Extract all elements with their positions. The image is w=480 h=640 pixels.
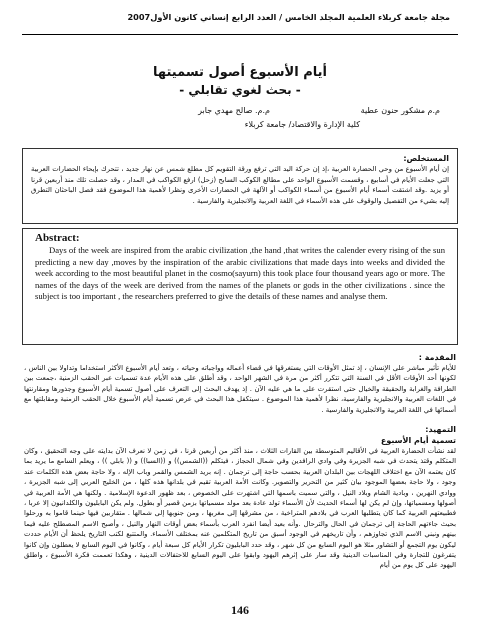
- author-2: م.م مشكور حنون عطية: [360, 106, 440, 115]
- introduction-text: للأيام تأثير مباشر على الإنسان ، إذ تمثل الأوقات التي يستغرقها في قضاء أعماله وواجباته وحياته ، وتعد أيام الأسبوع الأكثر استخداما وتداولا بين الناس ، لكونها أحد الأوقات الأقل في السنة التي تتكرر أكثر من مرة في الشهر الواحد ، وقد أطلق على هذه الأيام عدة تسميات عبر الحقب الزمنية ،جمعت بين الطرافة والغرابة والحقيقة والخيال حتى استقرت على ما هي عليه الآن . إذ يهدف البحث إلى التعرف على أصول تسمية أيام الأسبوع وجذورها ومقارنتها في اللغات العربية والانجليزية والفارسية، نظرا لأهمية هذا الموضوع . سيتكفل هذا البحث في عرض تسمية أيام الأسبوع خلال الحقب الزمنية ومقابلتها مع أسمائها في اللغة العربية والانجليزية والفارسية .: [24, 364, 456, 414]
- prelude-text: لقد نشأت الحضارة العربية في الأقاليم المتوسطة بين القارات الثلاث ، منذ أكثر من أربعين قرنا ، في زمن لا نعرف الآن بدايته على وجه التحقيق ، وكان المتكلم وقتذ يتحدث في شبه الجزيرة وفي وادي الرافدين وفي شمال الحجاز ، فيتكلم ((الشمس)) و ((السبا)) و (( بابلي )) ، ويعلم السامع ما يريد بما كان يعتمه الآن مع اختلاف اللهجات بين البلدان العربية بحسب حاجة إلى ترجمان . إنه بريد الشمس والقمر وباب الإله ، ولا حاجة بعض هذه الكلمات عند وجود ، ولا حاجة بعضها الموجود بيان كثير من التحرير والتصوير. وكانت الأمة العربية تقيم في بلدانها هذه كلها ، من الخليج العربي إلى شبه الجزيرة ، ووادي النهرين ، وبادية الشام وبلاد النيل ، والتي سميت باسمها التي اشتهرت على الخصوص ، بعد ظهور الدعوة الإسلامية . ولكنها هي الأمة العربية في أصولها ومسمياتها، وإن لم يكن لها أسماء الحديث لأن الأسماء تولد عادة بعد مولد مسمياتها بزمن قصير أو بطول. ولم يكن البابليون والكلدانيون إلا عربا ، فطبيعتهم العربية كما كان يتطلبها العرب في بلادهم المتراخية ، من مشرقها إلى مغربها ، ومن جنوبها إلى شمالها . متقاربين فيها حينما قاموا به ورحلوا بحيث جاءتهم الحاجة إلى ترجمان في الحال والترحال .وأنه بعيد أيضا انفرد العرب بأسماء بعض أوقات النهار والنيل ، وأصبح الاسم المصطلح عليه فيما بينهم ونبني الاسم الذي تجاوزهم ، وأن تاريخهم في الوجود أسبق من تاريخ المتكلمين عنه بمختلف الأسماء. والمتتبع لكتب التاريخ يلحظ أن الأيام حددت ليكون يوم التجمع أو التشاور مثلا هو اليوم السابع من كل شهر ، وقد حدد البابليون تكرار الأيام كل سبعة أيام ، وكانوا في اليوم السابع لا يعطلون وإن كانوا يتفرغون للتجارة وفي المناسبات الدينية وقد سار على إثرهم اليهود وابقوا على اليوم السابع للاحتفالات الدينية ، وهكذا تعممت فكرة الأسبوع ، واطلق اليهود على كل يوم من أيام: [24, 447, 456, 570]
- introduction-heading: المقدمة :: [418, 353, 456, 362]
- page-number: 146: [231, 603, 249, 617]
- running-header: مجلة جامعة كربلاء العلمية المجلد الخامس / العدد الرابع إنساني كانون الأول2007: [127, 12, 450, 22]
- arabic-abstract-text: إن أيام الأسبوع من وحي الحضارة العربية ،إذ إن حركة اليد التي ترفع ورقة التقويم كل مطلع شمس عن نهار جديد ، تتحرك بإيحاء الحضارات العربية التي جعلت الأيام في أسابيع ، وقسمت الأسبوع الواحد على مطالع الكوكب السابح (زحل) ارفع الكواكب في المدار ، وقد حصلت تلك منذ أربعين قرنا أو يزيد .وقد اشتقت أسماء أيام الأسبوع من أسماء الكواكب أو الآلهة في الحضارات الأخرى ونظرا لأهمية هذا الموضوع فقد فصل الباحثان التطرق إليه بشيء من التفصيل والوقوف على هذه الأسماء في اللغة العربية والانجليزية والفارسية .: [31, 165, 449, 205]
- author-affiliation: كلية الإدارة والاقتصاد/ جامعة كربلاء: [244, 120, 360, 129]
- prelude-section: [24, 424, 456, 571]
- prelude-subheading: تسمية أيام الأسبوع: [380, 436, 456, 445]
- prelude-heading: التمهيد:: [425, 425, 456, 434]
- english-abstract-box: [22, 228, 458, 345]
- introduction-section: [24, 352, 456, 415]
- author-1: م.م. صالح مهدي جابر: [198, 106, 270, 115]
- title-main: أيام الأسبوع أصول تسميتها: [153, 65, 327, 80]
- english-abstract-heading: Abstract:: [35, 232, 80, 244]
- arabic-abstract-heading: المستخلص:: [403, 154, 449, 163]
- title-subtitle: - بحث لغوي تقابلي -: [179, 83, 301, 97]
- english-abstract-text: Days of the week are inspired from the arabic civilization ,the hand ,that writes the calender every rising of the sun predicting a new day ,moves by the inspiration of the arabic civilizations that made days into weeks and divided the week according to the most beautiful planet in the cosmo(sayurn) this took place four thousand years ago or more. The names of the days of the week are derived from the names of the planets or gods in the other civilizations . since the subject is too important , the researchers preferred to give the details of these names and analyse them.: [35, 245, 445, 302]
- arabic-abstract-box: [22, 148, 458, 224]
- header-rule: [22, 34, 458, 35]
- article-title: [60, 64, 420, 99]
